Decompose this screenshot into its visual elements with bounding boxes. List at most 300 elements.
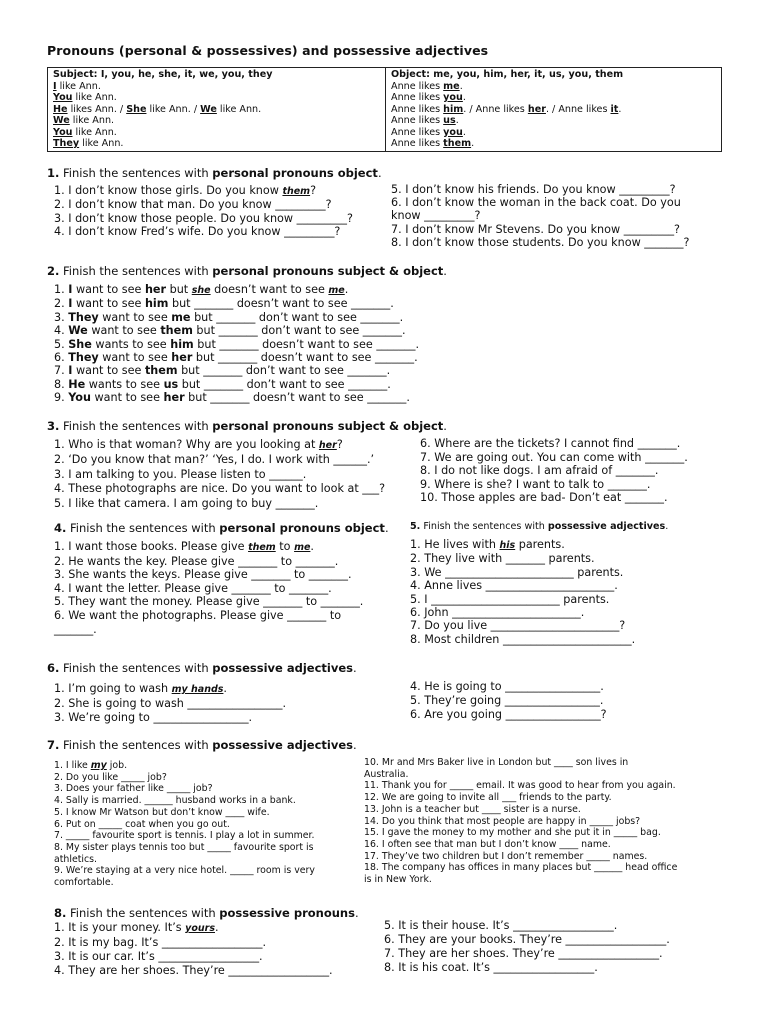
item-text: 1. I don’t know those girls. Do you know — [54, 184, 283, 197]
item-text: 4. He is going to _________________. — [410, 680, 604, 693]
exercise-item — [410, 633, 635, 646]
exercise-item — [54, 378, 419, 391]
section-3-heading — [47, 419, 447, 433]
instruction-keyword: personal pronouns object — [219, 521, 385, 535]
item-text: 17. They’ve two children but I don’t remember _____ names. — [364, 850, 648, 862]
subject-example-row — [53, 115, 381, 127]
section-number: 4. — [54, 521, 67, 535]
exercise-item — [364, 780, 677, 792]
subject-column — [48, 68, 386, 152]
section-5-heading — [410, 521, 668, 532]
item-text: but _______ don’t want to see _______. — [177, 364, 391, 378]
instruction-text: Finish the sentences with — [59, 738, 213, 752]
subject-header: Subject: I, you, he, she, it, we, you, they — [53, 69, 273, 80]
item-text: 3. I am talking to you. Please listen to ______. — [54, 467, 307, 481]
ex7-right-list — [364, 757, 677, 886]
ex3-right-list — [420, 437, 688, 505]
exercise-item — [410, 593, 635, 606]
subject-example-row — [53, 138, 381, 150]
item-number: 6. — [54, 351, 69, 365]
pronoun-highlight: him — [443, 103, 464, 115]
item-text: job. — [106, 760, 128, 771]
object-column — [386, 68, 722, 152]
example-text: Anne likes — [391, 103, 444, 115]
example-text: . — [462, 126, 466, 138]
subject-example-row — [53, 127, 381, 139]
section-number: 2. — [47, 264, 60, 278]
item-text: 6. Put on _____ coat when you go out. — [54, 818, 230, 830]
subject-pronoun: I — [68, 364, 73, 378]
item-number: 3. — [54, 310, 69, 324]
item-text: ? — [336, 438, 343, 451]
ex5-list — [410, 538, 635, 646]
exercise-item — [54, 795, 315, 807]
example-text: . — [462, 92, 466, 103]
item-text: 7. We are going out. You can come with _______. — [420, 450, 688, 464]
exercise-item — [420, 451, 688, 465]
instruction-keyword: personal pronouns object — [212, 166, 378, 180]
exercise-item — [364, 862, 677, 874]
exercise-item — [54, 964, 333, 978]
object-pronoun: us — [163, 377, 179, 391]
object-example-row — [391, 138, 717, 150]
item-text: want to see — [72, 283, 145, 296]
item-text: athletics. — [54, 853, 98, 865]
item-text: want to see — [72, 364, 145, 378]
example-text: . / Anne likes — [545, 103, 611, 115]
subject-pronoun: They — [68, 351, 99, 365]
handwritten-answer: my — [90, 760, 107, 771]
exercise-item — [420, 464, 688, 478]
instruction-text: Finish the sentences with — [59, 166, 213, 180]
object-pronoun: him — [170, 337, 194, 351]
subject-pronoun: She — [68, 337, 92, 351]
item-text: 8. I do not like dogs. I am afraid of _______. — [420, 464, 659, 478]
exercise-item — [54, 311, 419, 324]
item-text: 9. Where is she? I want to talk to _______. — [420, 477, 651, 491]
item-text: 7. Do you live _______________________? — [410, 619, 626, 633]
exercise-item — [54, 497, 385, 511]
item-text: . — [223, 682, 227, 695]
item-text: 6. John _______________________. — [410, 606, 585, 620]
object-pronoun: me — [171, 310, 191, 324]
example-text: like Ann. — [216, 103, 262, 115]
exercise-item — [54, 854, 315, 866]
pronoun-highlight: you — [443, 126, 463, 138]
item-text: 4. I want the letter. Please give _______ to _______. — [54, 581, 332, 595]
object-example-row — [391, 81, 717, 93]
exercise-item — [410, 708, 607, 722]
example-text: like Ann. — [79, 138, 124, 149]
item-text: 2. It is my bag. It’s __________________. — [54, 936, 267, 949]
exercise-item — [54, 225, 353, 238]
item-text: 5. I _______________________ parents. — [410, 592, 610, 606]
example-text: . — [455, 115, 459, 126]
item-text: but — [166, 283, 192, 296]
object-example-row — [391, 127, 717, 139]
instruction-keyword: possessive pronouns — [219, 906, 355, 920]
section-2-heading — [47, 264, 447, 278]
pronoun-highlight: He — [53, 103, 68, 115]
item-text: is in New York. — [364, 874, 432, 886]
item-text: 2. I don’t know that man. Do you know _________? — [54, 198, 332, 212]
exercise-item — [420, 478, 688, 492]
pronoun-highlight: She — [126, 103, 147, 115]
example-text: like Ann. — [56, 80, 101, 92]
item-text: 1. It is your money. It’s — [54, 921, 186, 934]
exercise-item — [420, 437, 688, 451]
pronoun-highlight: her — [527, 103, 546, 115]
item-text: doesn’t want to see — [210, 283, 329, 296]
handwritten-answer: me — [294, 542, 311, 553]
item-text: comfortable. — [54, 877, 114, 889]
pronoun-highlight: We — [200, 103, 217, 115]
item-text: want to see — [98, 310, 172, 324]
exercise-item — [364, 816, 677, 828]
handwritten-answer: my hands — [171, 684, 224, 695]
handwritten-answer: her — [318, 440, 337, 451]
subject-pronoun: I — [68, 283, 73, 296]
section-1-heading — [47, 166, 382, 180]
item-text: but _______ doesn’t want to see _______. — [193, 337, 420, 351]
instruction-text: . — [384, 521, 389, 535]
exercise-item — [54, 950, 333, 964]
item-text: 8. Most children _______________________. — [410, 632, 636, 646]
exercise-item — [54, 212, 353, 225]
exercise-item — [54, 921, 333, 936]
item-text: 3. She wants the keys. Please give _______ to _______. — [54, 568, 352, 582]
item-text: 2. They live with _______ parents. — [410, 552, 595, 566]
exercise-item — [54, 865, 315, 877]
item-text: 14. Do you think that most people are happy in _____ jobs? — [364, 815, 641, 827]
exercise-item — [410, 538, 635, 552]
subject-pronoun: You — [68, 391, 91, 405]
item-text: 6. They are your books. They’re __________________. — [384, 933, 670, 946]
item-text: 1. He lives with — [410, 538, 500, 551]
exercise-item — [54, 540, 363, 555]
item-text: 16. I often see that man but I don’t know ____ name. — [364, 838, 611, 850]
pronoun-highlight: them — [443, 138, 472, 149]
exercise-item — [54, 198, 353, 211]
ex8-right-list — [384, 919, 670, 975]
item-text: 12. We are going to invite all ___ friends to the party. — [364, 792, 612, 804]
exercise-item — [54, 936, 333, 950]
item-text: 4. Anne lives _______________________. — [410, 579, 618, 593]
instruction-text: Finish the sentences with — [59, 264, 213, 278]
ex6-right-list — [410, 680, 607, 722]
item-number: 8. — [54, 377, 69, 391]
exercise-item — [364, 874, 677, 886]
object-pronoun: her — [144, 283, 167, 296]
subject-pronoun: He — [68, 377, 86, 391]
example-text: Anne likes — [391, 115, 444, 126]
page-title: Pronouns (personal & possessives) and possessive adjectives — [47, 43, 489, 58]
item-text: 2. He wants the key. Please give _______ to _______. — [54, 554, 339, 568]
item-text: 1. I’m going to wash — [54, 682, 172, 695]
item-text: but _______ don’t want to see _______. — [190, 310, 404, 324]
item-text: but _______ doesn’t want to see _______. — [192, 351, 418, 365]
exercise-item — [391, 183, 689, 196]
exercise-item — [54, 453, 385, 467]
item-number: 9. — [54, 391, 69, 405]
instruction-text: . — [352, 738, 357, 752]
object-pronoun: them — [160, 324, 193, 338]
item-text: 2. ‘Do you know that man?’ ‘Yes, I do. I work with ______.’ — [54, 453, 375, 467]
section-4-heading — [54, 521, 389, 535]
item-text: 7. I don’t know Mr Stevens. Do you know _________? — [391, 222, 680, 236]
exercise-item — [364, 804, 677, 816]
ex4-list — [54, 540, 363, 636]
subject-example-row — [53, 104, 381, 116]
exercise-item — [54, 482, 385, 496]
instruction-text: Finish the sentences with — [420, 521, 548, 532]
item-number: 5. — [54, 337, 69, 351]
item-text: . — [344, 283, 349, 296]
exercise-item — [410, 606, 635, 619]
exercise-item — [54, 682, 286, 697]
exercise-item — [364, 769, 677, 781]
exercise-item — [54, 783, 315, 795]
item-text: 3. I don’t know those people. Do you know _________? — [54, 211, 353, 225]
exercise-item — [54, 184, 353, 198]
exercise-item — [54, 609, 363, 623]
exercise-item — [410, 579, 635, 592]
example-text: likes Ann. / — [67, 103, 127, 115]
item-text: 15. I gave the money to my mother and she put it in _____ bag. — [364, 827, 661, 839]
item-text: 2. She is going to wash _________________. — [54, 697, 287, 710]
instruction-text: . — [352, 661, 357, 675]
section-6-heading — [47, 661, 357, 675]
item-text: . — [310, 540, 314, 553]
exercise-item — [384, 947, 670, 961]
example-text: . / Anne likes — [463, 103, 528, 115]
item-text: 6. Where are the tickets? I cannot find _______. — [420, 437, 681, 450]
item-text: 6. We want the photographs. Please give _______ to — [54, 608, 342, 622]
item-text: . — [215, 921, 219, 934]
exercise-item — [54, 297, 419, 310]
example-text: like Ann. — [72, 92, 117, 103]
item-text: 4. They are her shoes. They’re __________________. — [54, 964, 333, 977]
exercise-item — [410, 552, 635, 565]
item-text: Australia. — [364, 768, 409, 780]
example-text: Anne likes — [391, 138, 444, 149]
item-text: wants to see — [85, 377, 164, 391]
instruction-text: Finish the sentences with — [59, 661, 213, 675]
exercise-item — [364, 792, 677, 804]
object-example-row — [391, 92, 717, 104]
item-text: know _________? — [391, 209, 481, 223]
section-number: 1. — [47, 166, 60, 180]
item-text: parents. — [515, 538, 565, 551]
pronoun-highlight: We — [53, 115, 70, 126]
item-text: 5. They want the money. Please give _______ to _______. — [54, 595, 364, 609]
example-text: Anne likes — [391, 126, 444, 138]
section-number: 3. — [47, 419, 60, 433]
section-number: 7. — [47, 738, 60, 752]
ex1-left-list — [54, 184, 353, 239]
exercise-item — [54, 842, 315, 854]
object-header: Object: me, you, him, her, it, us, you, them — [391, 69, 624, 80]
item-text: but _______ doesn’t want to see _______. — [184, 391, 410, 405]
exercise-item — [54, 568, 363, 582]
instruction-text: Finish the sentences with — [59, 419, 213, 433]
item-text: 8. It is his coat. It’s __________________. — [384, 961, 598, 974]
pronoun-highlight: You — [53, 126, 73, 138]
pronoun-highlight: us — [443, 115, 456, 126]
example-text: . — [471, 138, 475, 149]
exercise-item — [410, 619, 635, 632]
item-text: 11. Thank you for _____ email. It was good to hear from you again. — [364, 780, 676, 792]
exercise-item — [54, 697, 286, 711]
item-text: 5. I like that camera. I am going to buy _______. — [54, 496, 319, 510]
subject-pronoun: I — [68, 297, 73, 311]
ex8-left-list — [54, 921, 333, 978]
item-text: want to see — [98, 351, 172, 365]
exercise-item — [54, 623, 363, 637]
subject-rows — [53, 81, 381, 150]
item-text: 4. These photographs are nice. Do you want to look at ___? — [54, 482, 386, 496]
item-text: 7. _____ favourite sport is tennis. I play a lot in summer. — [54, 830, 315, 842]
instruction-text: Finish the sentences with — [66, 906, 220, 920]
section-8-heading — [54, 906, 359, 920]
instruction-text: . — [665, 521, 669, 532]
instruction-text: . — [354, 906, 359, 920]
subject-pronoun: We — [68, 324, 88, 338]
exercise-item — [54, 772, 315, 784]
item-text: 5. It is their house. It’s __________________. — [384, 919, 618, 932]
exercise-item — [410, 694, 607, 708]
ex7-left-list — [54, 760, 315, 889]
exercise-item — [364, 757, 677, 769]
item-text: 9. We’re staying at a very nice hotel. _____ room is very — [54, 865, 315, 877]
exercise-item — [364, 839, 677, 851]
item-text: 3. Does your father like _____ job? — [54, 783, 213, 795]
item-text: wants to see — [91, 337, 171, 351]
item-text: 5. I know Mr Watson but don’t know ____ wife. — [54, 806, 270, 818]
exercise-item — [54, 338, 419, 351]
instruction-text: . — [377, 166, 382, 180]
object-example-row — [391, 104, 717, 116]
handwritten-answer: she — [191, 285, 211, 296]
exercise-item — [391, 196, 689, 209]
exercise-item — [54, 391, 419, 404]
pronoun-highlight: You — [53, 92, 73, 103]
item-text: _______. — [54, 622, 97, 636]
item-text: want to see — [72, 297, 145, 311]
object-example-row — [391, 115, 717, 127]
item-text: 7. They are her shoes. They’re __________________. — [384, 947, 663, 960]
handwritten-answer: his — [499, 540, 516, 551]
item-text: to — [275, 540, 295, 553]
item-text: 3. We’re going to _________________. — [54, 711, 253, 724]
item-text: but _______ doesn’t want to see _______. — [168, 297, 394, 311]
exercise-item — [54, 283, 419, 297]
handwritten-answer: yours — [185, 923, 215, 934]
exercise-item — [410, 680, 607, 694]
item-text: 1. I like — [54, 760, 91, 771]
object-rows — [391, 81, 717, 150]
exercise-item — [364, 851, 677, 863]
object-pronoun: them — [144, 364, 178, 378]
exercise-item — [420, 491, 688, 505]
reference-table — [47, 67, 722, 152]
object-pronoun: her — [171, 351, 193, 365]
exercise-item — [410, 566, 635, 579]
subject-example-row — [53, 92, 381, 104]
item-text: 2. Do you like _____ job? — [54, 771, 167, 783]
item-text: but _______ don’t want to see _______. — [192, 324, 406, 338]
exercise-item — [54, 807, 315, 819]
ex3-left-list — [54, 438, 385, 511]
object-pronoun: her — [163, 391, 185, 405]
instruction-text: . — [443, 264, 447, 278]
pronoun-highlight: me — [443, 80, 460, 92]
item-text: 13. John is a teacher but ____ sister is a nurse. — [364, 803, 581, 815]
example-text: like Ann. — [72, 126, 117, 138]
subject-pronoun: They — [68, 310, 99, 324]
ex2-list — [54, 283, 419, 405]
instruction-keyword: possessive adjectives — [547, 521, 666, 532]
item-text: 18. The company has offices in many places but ______ head office — [364, 862, 678, 874]
example-text: Anne likes — [391, 80, 444, 92]
example-text: . — [618, 103, 622, 115]
section-number: 6. — [47, 661, 60, 675]
item-text: 4. I don’t know Fred’s wife. Do you know _________? — [54, 225, 341, 239]
instruction-keyword: personal pronouns subject & object — [212, 419, 444, 433]
item-text: 4. Sally is married. ______ husband works in a bank. — [54, 795, 296, 807]
item-text: but _______ don’t want to see _______. — [178, 377, 391, 391]
item-text: 8. My sister plays tennis too but _____ favourite sport is — [54, 841, 314, 853]
item-text: 3. We _______________________ parents. — [410, 565, 624, 579]
exercise-item — [54, 364, 419, 377]
ex1-right-list — [391, 183, 689, 249]
pronoun-highlight: I — [53, 80, 57, 92]
item-text: 5. They’re going _________________. — [410, 694, 604, 707]
exercise-item — [54, 324, 419, 337]
handwritten-answer: them — [282, 186, 311, 197]
item-text: 10. Those apples are bad- Don’t eat _______. — [420, 491, 668, 505]
pronoun-highlight: They — [53, 138, 80, 149]
exercise-item — [54, 582, 363, 596]
example-text: Anne likes — [391, 92, 444, 103]
exercise-item — [391, 209, 689, 222]
instruction-keyword: possessive adjectives — [212, 738, 353, 752]
item-text: want to see — [90, 391, 164, 405]
exercise-item — [54, 438, 385, 453]
example-text: like Ann. / — [146, 103, 201, 115]
section-7-heading — [47, 738, 357, 752]
exercise-item — [54, 760, 315, 772]
example-text: . — [459, 80, 463, 92]
exercise-item — [384, 919, 670, 933]
item-text: 6. I don’t know the woman in the back coat. Do you — [391, 196, 681, 210]
instruction-keyword: possessive adjectives — [212, 661, 353, 675]
item-text: 1. Who is that woman? Why are you looking at — [54, 438, 319, 451]
section-number: 5. — [410, 521, 421, 532]
item-text: 8. I don’t know those students. Do you know _______? — [391, 235, 690, 249]
handwritten-answer: them — [248, 542, 276, 553]
item-number: 1. — [54, 283, 69, 296]
item-text: 6. Are you going _________________? — [410, 708, 607, 721]
pronoun-highlight: it — [610, 103, 619, 115]
item-text: ? — [310, 184, 317, 197]
exercise-item — [391, 223, 689, 236]
exercise-item — [54, 555, 363, 569]
exercise-item — [54, 595, 363, 609]
exercise-item — [384, 961, 670, 975]
exercise-item — [54, 830, 315, 842]
exercise-item — [384, 933, 670, 947]
